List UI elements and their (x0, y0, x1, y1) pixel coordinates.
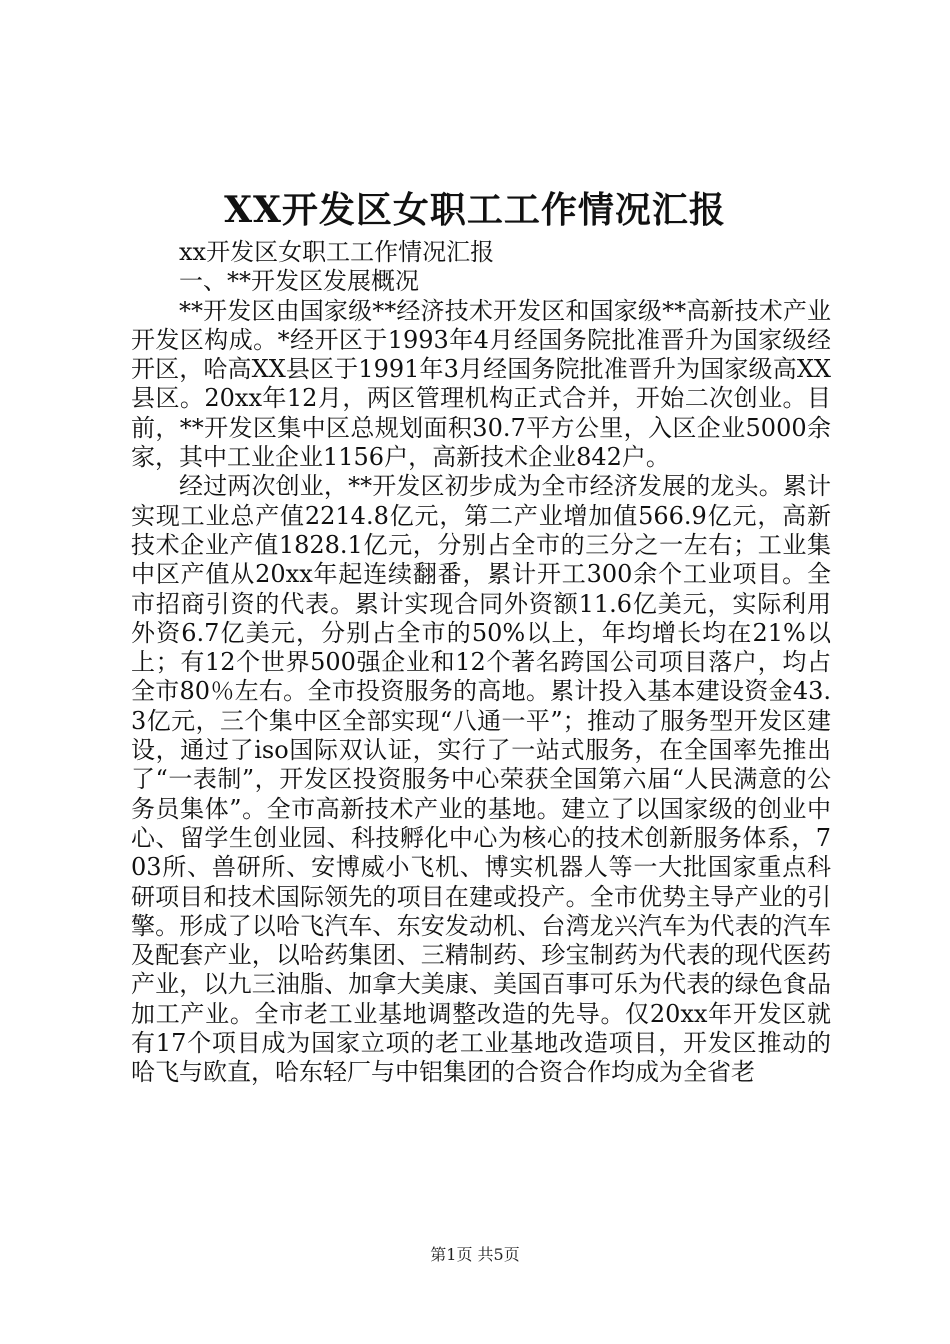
body-paragraph: **开发区由国家级**经济技术开发区和国家级**高新技术产业开发区构成。*经开区于1993年4月经国务院批准晋升为国家级经开区，哈高XX县区于1991年3月经国务院批准晋升为国家级高XX县区。20xx年12月，两区管理机构正式合并，开始二次创业。目前，**开发区集中区总规划面积30.7平方公里，入区企业5000余家，其中工业企业1156户，高新技术企业842户。 (131, 296, 831, 472)
document-body (131, 238, 831, 1088)
subtitle-paragraph: xx开发区女职工工作情况汇报 (179, 238, 495, 266)
section-heading: 一、**开发区发展概况 (179, 267, 419, 296)
document-title: XX开发区女职工工作情况汇报 (224, 189, 726, 231)
page-footer: 第1页 共5页 (430, 1245, 520, 1264)
body-paragraph: 经过两次创业，**开发区初步成为全市经济发展的龙头。累计实现工业总产值2214.8亿元，第二产业增加值566.9亿元，高新技术企业产值1828.1亿元，分别占全市的三分之一左右；工业集中区产值从20xx年起连续翻番，累计开工300余个工业项目。全市招商引资的代表。累计实现合同外资额11.6亿美元，实际利用外资6.7亿美元，分别占全市的50%以上，年均增长均在21%以上；有12个世界500强企业和12个著名跨国公司项目落户，均占全市80％左右。全市投资服务的高地。累计投入基本建设资金43.3亿元，三个集中区全部实现“八通一平”；推动了服务型开发区建设，通过了iso国际双认证，实行了一站式服务，在全国率先推出了“一表制”，开发区投资服务中心荣获全国第六届“人民满意的公务员集体”。全市高新技术产业的基地。建立了以国家级的创业中心、留学生创业园、科技孵化中心为核心的技术创新服务体系，703所、兽研所、安博威小飞机、博实机器人等一大批国家重点科研项目和技术国际领先的项目在建或投产。全市优势主导产业的引擎。形成了以哈飞汽车、东安发动机、台湾龙兴汽车为代表的汽车及配套产业，以哈药集团、三精制药、珍宝制药为代表的现代医药产业，以九三油脂、加拿大美康、美国百事可乐为代表的绿色食品加工产业。全市老工业基地调整改造的先导。仅20xx年开发区就有17个项目成为国家立项的老工业基地改造项目，开发区推动的哈飞与欧直，哈东轻厂与中铝集团的合资合作均成为全省老 (131, 472, 831, 1087)
